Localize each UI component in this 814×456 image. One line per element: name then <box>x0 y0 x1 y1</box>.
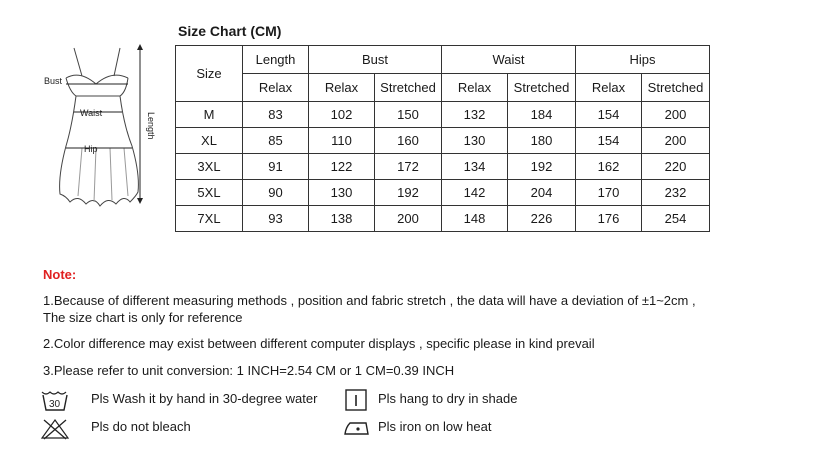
waist-relax-cell: 134 <box>442 154 508 180</box>
bust-stretched-cell: 192 <box>375 180 442 206</box>
no-bleach-icon <box>40 417 70 441</box>
length-cell: 90 <box>243 180 309 206</box>
size-header: Size <box>176 46 243 102</box>
bust-label: Bust <box>44 76 63 86</box>
waist-stretched-cell: 226 <box>508 206 576 232</box>
garment-diagram <box>36 36 162 232</box>
dry-shade-icon <box>344 388 370 414</box>
bust-relax-cell: 138 <box>309 206 375 232</box>
table-row <box>176 102 710 128</box>
waist-relax-cell: 148 <box>442 206 508 232</box>
hips-stretched-cell: 254 <box>642 206 710 232</box>
table-header-row <box>176 46 710 74</box>
bust-relax-cell: 130 <box>309 180 375 206</box>
hips-relax-cell: 154 <box>576 128 642 154</box>
iron-low-icon <box>342 418 374 438</box>
wash-temp: 30 <box>49 399 61 410</box>
waist-label: Waist <box>80 108 103 118</box>
table-row <box>176 154 710 180</box>
hips-stretched-cell: 232 <box>642 180 710 206</box>
waist-stretched-cell: 192 <box>508 154 576 180</box>
note-title: Note: <box>43 267 77 282</box>
bust-stretched-cell: 172 <box>375 154 442 180</box>
hip-label: Hip <box>84 144 98 154</box>
bust-relax-cell: 102 <box>309 102 375 128</box>
waist-relax-cell: 132 <box>442 102 508 128</box>
hand-wash-icon <box>40 389 70 413</box>
bust-relax-cell: 122 <box>309 154 375 180</box>
waist-relax-cell: 142 <box>442 180 508 206</box>
table-row <box>176 180 710 206</box>
bust-stretched-cell: 200 <box>375 206 442 232</box>
note-line-1b: The size chart is only for reference <box>43 310 243 325</box>
hips-relax-header: Relax <box>576 74 642 102</box>
dry-instruction: Pls hang to dry in shade <box>378 391 518 406</box>
waist-stretched-cell: 184 <box>508 102 576 128</box>
bust-header: Bust <box>309 46 442 74</box>
waist-stretched-cell: 180 <box>508 128 576 154</box>
hips-relax-cell: 176 <box>576 206 642 232</box>
table-subheader-row <box>176 74 710 102</box>
length-cell: 93 <box>243 206 309 232</box>
bust-relax-cell: 110 <box>309 128 375 154</box>
iron-instruction: Pls iron on low heat <box>378 419 492 434</box>
table-row <box>176 206 710 232</box>
hips-relax-cell: 170 <box>576 180 642 206</box>
hips-stretched-cell: 200 <box>642 128 710 154</box>
waist-stretched-cell: 204 <box>508 180 576 206</box>
size-cell: 5XL <box>176 180 243 206</box>
length-cell: 91 <box>243 154 309 180</box>
bust-stretched-cell: 160 <box>375 128 442 154</box>
waist-stretched-header: Stretched <box>508 74 576 102</box>
hips-header: Hips <box>576 46 710 74</box>
hips-relax-cell: 154 <box>576 102 642 128</box>
length-cell: 85 <box>243 128 309 154</box>
note-line-3: 3.Please refer to unit conversion: 1 INCH=2.54 CM or 1 CM=0.39 INCH <box>43 363 455 378</box>
size-cell: 3XL <box>176 154 243 180</box>
bust-stretched-header: Stretched <box>375 74 442 102</box>
length-cell: 83 <box>243 102 309 128</box>
waist-relax-cell: 130 <box>442 128 508 154</box>
length-label: Length <box>146 112 156 140</box>
size-cell: XL <box>176 128 243 154</box>
bust-stretched-cell: 150 <box>375 102 442 128</box>
wash-instruction: Pls Wash it by hand in 30-degree water <box>91 391 318 406</box>
length-relax-header: Relax <box>243 74 309 102</box>
bust-relax-header: Relax <box>309 74 375 102</box>
hips-stretched-cell: 200 <box>642 102 710 128</box>
note-line-1: 1.Because of different measuring methods , position and fabric stretch , the data will have a deviation of ±1~2cm , <box>43 293 696 308</box>
waist-header: Waist <box>442 46 576 74</box>
chart-title: Size Chart (CM) <box>178 23 282 39</box>
size-cell: M <box>176 102 243 128</box>
size-cell: 7XL <box>176 206 243 232</box>
size-table <box>175 45 710 232</box>
bleach-instruction: Pls do not bleach <box>91 419 191 434</box>
hips-relax-cell: 162 <box>576 154 642 180</box>
hips-stretched-cell: 220 <box>642 154 710 180</box>
length-header: Length <box>243 46 309 74</box>
waist-relax-header: Relax <box>442 74 508 102</box>
note-line-2: 2.Color difference may exist between different computer displays , specific please in kind prevail <box>43 336 595 351</box>
table-row <box>176 128 710 154</box>
hips-stretched-header: Stretched <box>642 74 710 102</box>
